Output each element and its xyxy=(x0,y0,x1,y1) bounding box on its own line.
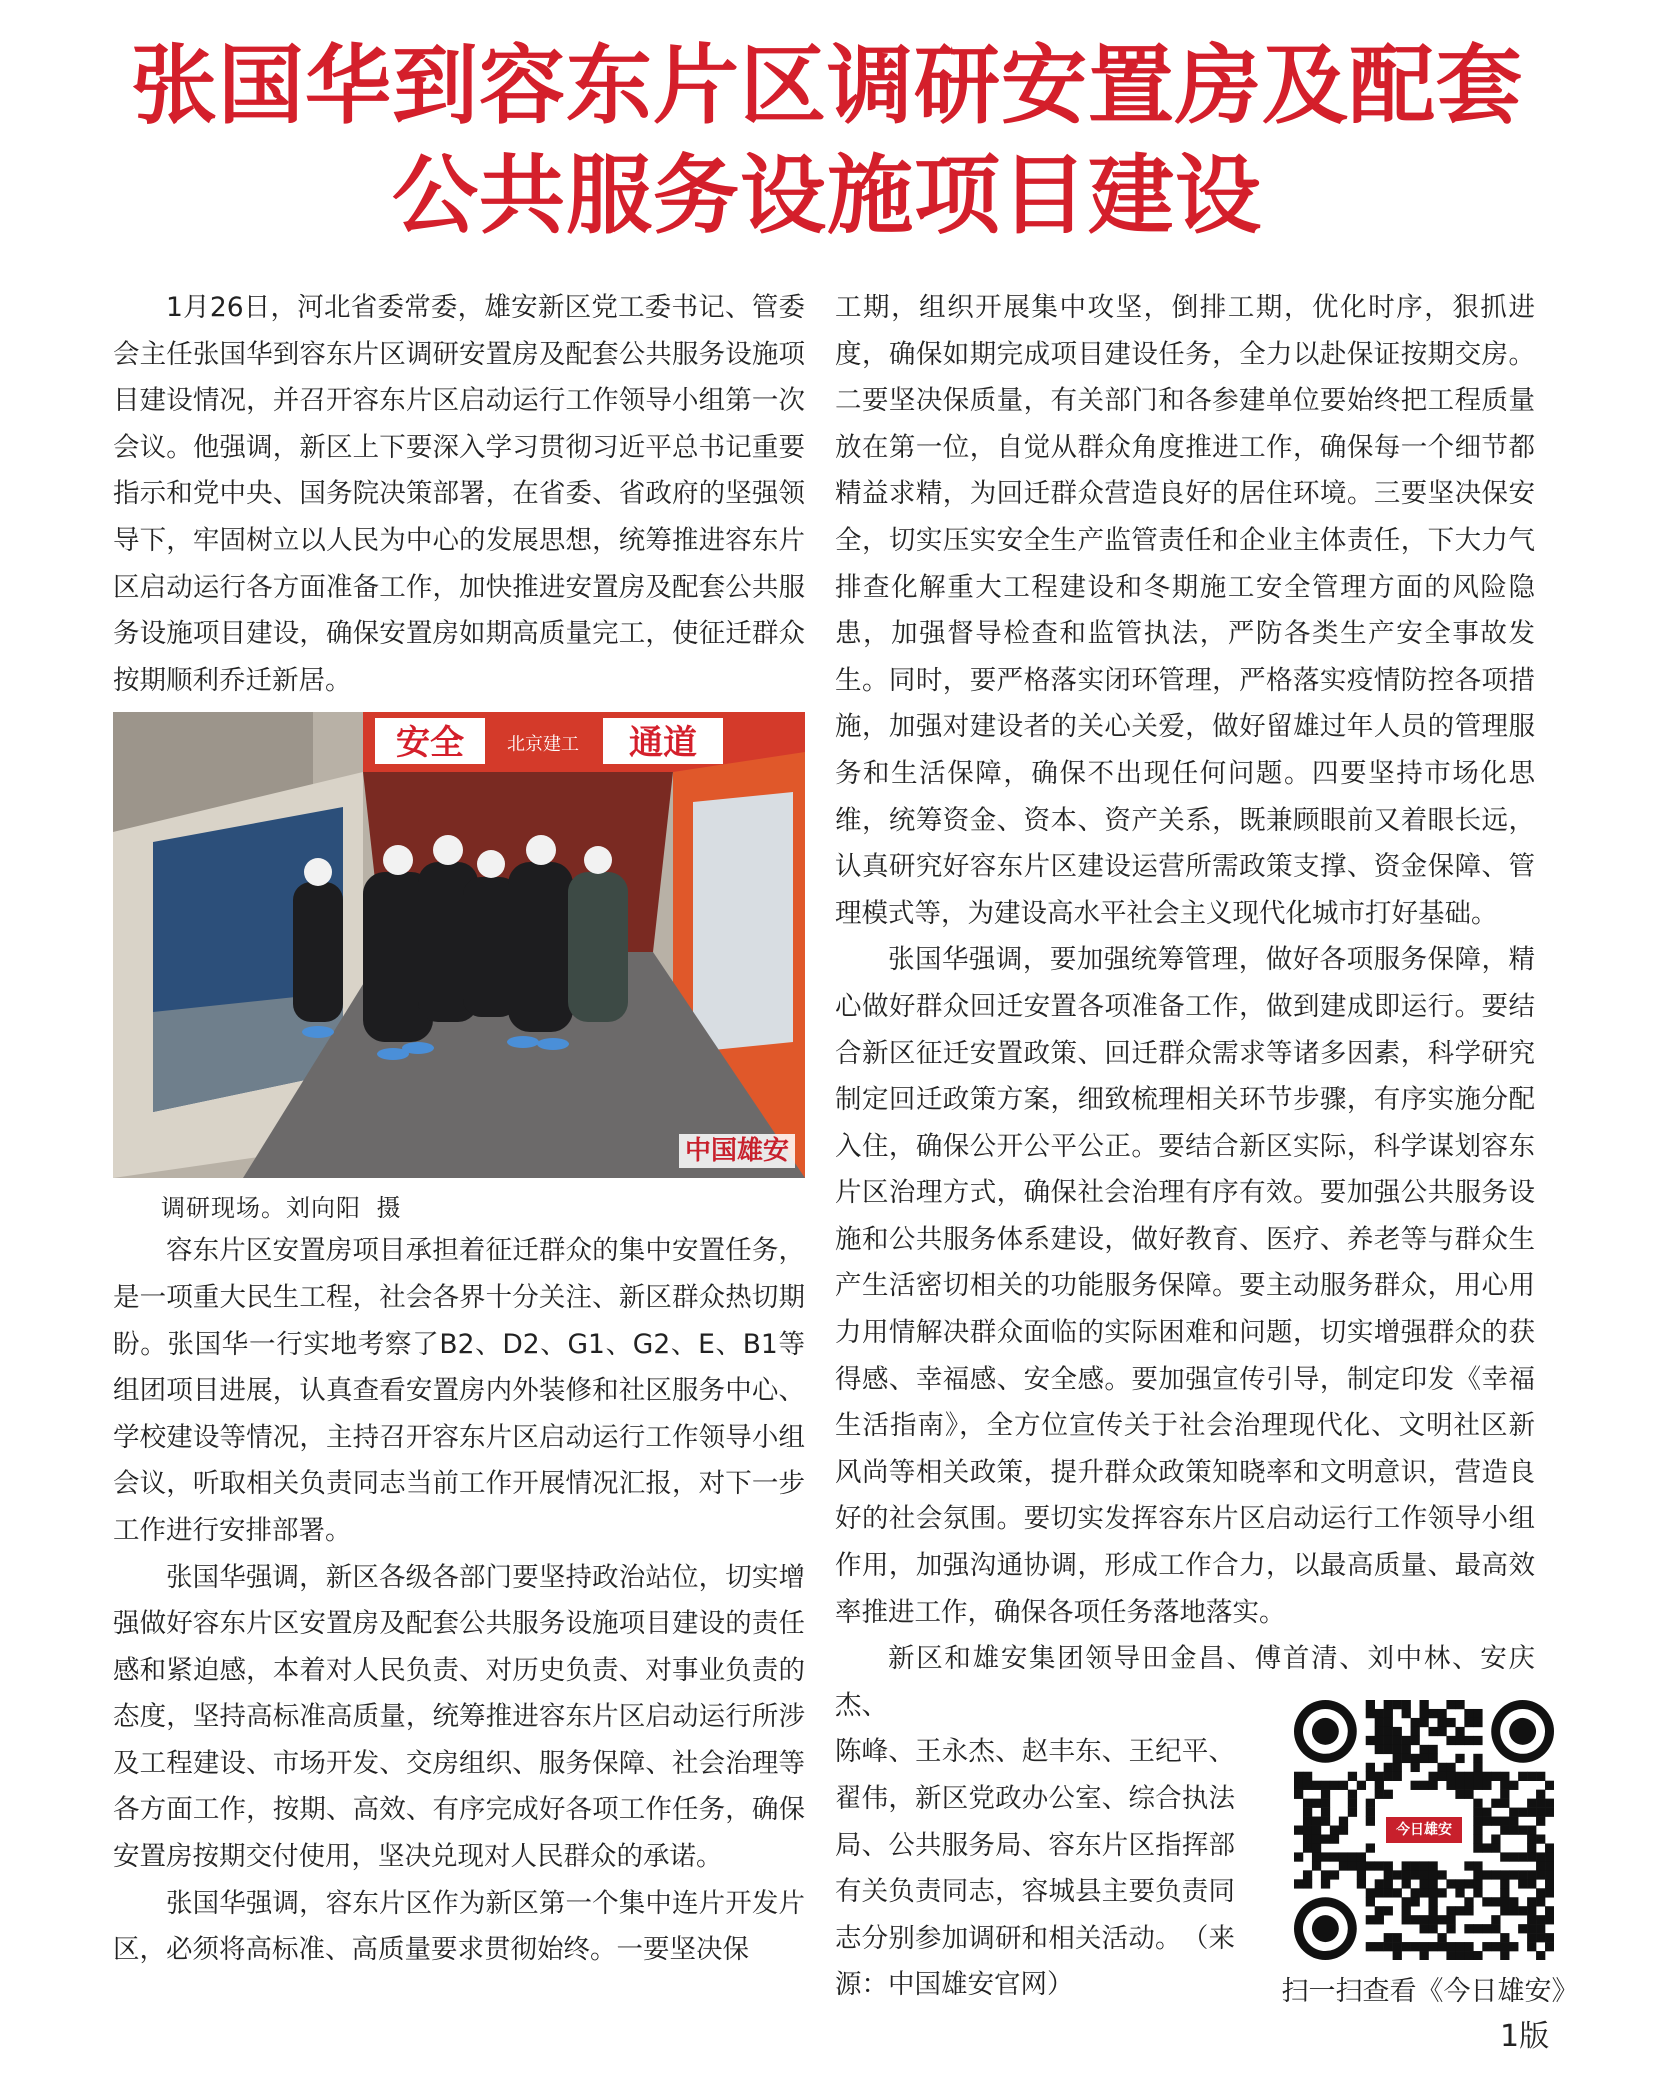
qr-block xyxy=(1270,1700,1590,2012)
photo-logo: 中国雄安 xyxy=(679,1134,795,1168)
qr-badge: 今日雄安 xyxy=(1386,1817,1462,1843)
paragraph-4: 张国华强调，容东片区作为新区第一个集中连片开发片区，必须将高标准、高质量要求贯彻始终。一要坚决保 xyxy=(113,1887,805,1966)
paragraph-1: 1月26日，河北省委常委，雄安新区党工委书记、管委会主任张国华到容东片区调研安置房及配套公共服务设施项目建设情况，并召开容东片区启动运行工作领导小组第一次会议。他强调，新区上下要深入学习贯彻习近平总书记重要指示和党中央、国务院决策部署，在省委、省政府的坚强领导下，牢固树立以人民为中心的发展思想，统筹推进容东片区启动运行各方面准备工作，加快推进安置房及配套公共服务设施项目建设，确保安置房如期高质量完工，使征迁群众按期顺利乔迁新居。 xyxy=(113,292,805,696)
qr-caption: 扫一扫查看《今日雄安》 xyxy=(1281,1976,1579,2007)
sign-text-brand: 北京建工 xyxy=(507,734,579,756)
sign-text-passage: 通道 xyxy=(629,723,697,764)
qr-code[interactable] xyxy=(1294,1700,1554,1960)
headline-line-1: 张国华到容东片区调研安置房及配套 xyxy=(131,35,1523,136)
photo-illustration xyxy=(113,712,805,1178)
news-photo xyxy=(113,712,805,1178)
paragraph-2: 容东片区安置房项目承担着征迁群众的集中安置任务，是一项重大民生工程，社会各界十分关注、新区群众热切期盼。张国华一行实地考察了B2、D2、G1、G2、E、B1等组团项目进展，认真查看安置房内外装修和社区服务中心、学校建设等情况，主持召开容东片区启动运行工作领导小组会议，听取相关负责同志当前工作开展情况汇报，对下一步工作进行安排部署。 xyxy=(113,1235,805,1546)
photo-caption: 调研现场。刘向阳 摄 xyxy=(161,1194,402,1223)
paragraph-6-continued: 陈峰、王永杰、赵丰东、王纪平、翟伟，新区党政办公室、综合执法局、公共服务局、容东片区指挥部有关负责同志，容城县主要负责同志分别参加调研和相关活动。 （来源：中国雄安官网） xyxy=(835,1736,1235,2001)
paragraph-3: 张国华强调，新区各级各部门要坚持政治站位，切实增强做好容东片区安置房及配套公共服务设施项目建设的责任感和紧迫感，本着对人民负责、对历史负责、对事业负责的态度，坚持高标准高质量，统筹推进容东片区启动运行所涉及工程建设、市场开发、交房组织、服务保障、社会治理等各方面工作，按期、高效、有序完成好各项工作任务，确保安置房按期交付使用，坚决兑现对人民群众的承诺。 xyxy=(113,1561,805,1873)
headline-line-2: 公共服务设施项目建设 xyxy=(392,145,1262,246)
paragraph-4-continued: 工期，组织开展集中攻坚，倒排工期，优化时序，狠抓进度，确保如期完成项目建设任务，全力以赴保证按期交房。二要坚决保质量，有关部门和各参建单位要始终把工程质量放在第一位，自觉从群众角度推进工作，确保每一个细节都精益求精，为回迁群众营造良好的居住环境。三要坚决保安全，切实压实安全生产监管责任和企业主体责任，下大力气排查化解重大工程建设和冬期施工安全管理方面的风险隐患，加强督导检查和监管执法，严防各类生产安全事故发生。同时，要严格落实闭环管理，严格落实疫情防控各项措施，加强对建设者的关心关爱，做好留雄过年人员的管理服务和生活保障，确保不出现任何问题。四要坚持市场化思维，统筹资金、资本、资产关系，既兼顾眼前又着眼长远，认真研究好容东片区建设运营所需政策支撑、资金保障、管理模式等，为建设高水平社会主义现代化城市打好基础。 xyxy=(835,292,1535,929)
sign-text-safety: 安全 xyxy=(396,723,464,764)
paragraph-5: 张国华强调，要加强统筹管理，做好各项服务保障，精心做好群众回迁安置各项准备工作，做到建成即运行。要结合新区征迁安置政策、回迁群众需求等诸多因素，科学研究制定回迁政策方案，细致梳理相关环节步骤，有序实施分配入住，确保公开公平公正。要结合新区实际，科学谋划容东片区治理方式，确保社会治理有序有效。要加强公共服务设施和公共服务体系建设，做好教育、医疗、养老等与群众生产生活密切相关的功能服务保障。要主动服务群众，用心用力用情解决群众面临的实际困难和问题，切实增强群众的获得感、幸福感、安全感。要加强宣传引导，制定印发《幸福生活指南》，全方位宣传关于社会治理现代化、文明社区新风尚等相关政策，提升群众政策知晓率和文明意识，营造良好的社会氛围。要切实发挥容东片区启动运行工作领导小组作用，加强沟通协调，形成工作合力，以最高质量、最高效率推进工作，确保各项任务落地落实。 xyxy=(835,944,1535,1628)
page-number: 1版 xyxy=(1500,2019,1550,2054)
paragraph-6-first-line: 新区和雄安集团领导田金昌、傅首清、刘中林、安庆杰、 xyxy=(835,1643,1535,1721)
left-column xyxy=(113,285,805,1974)
